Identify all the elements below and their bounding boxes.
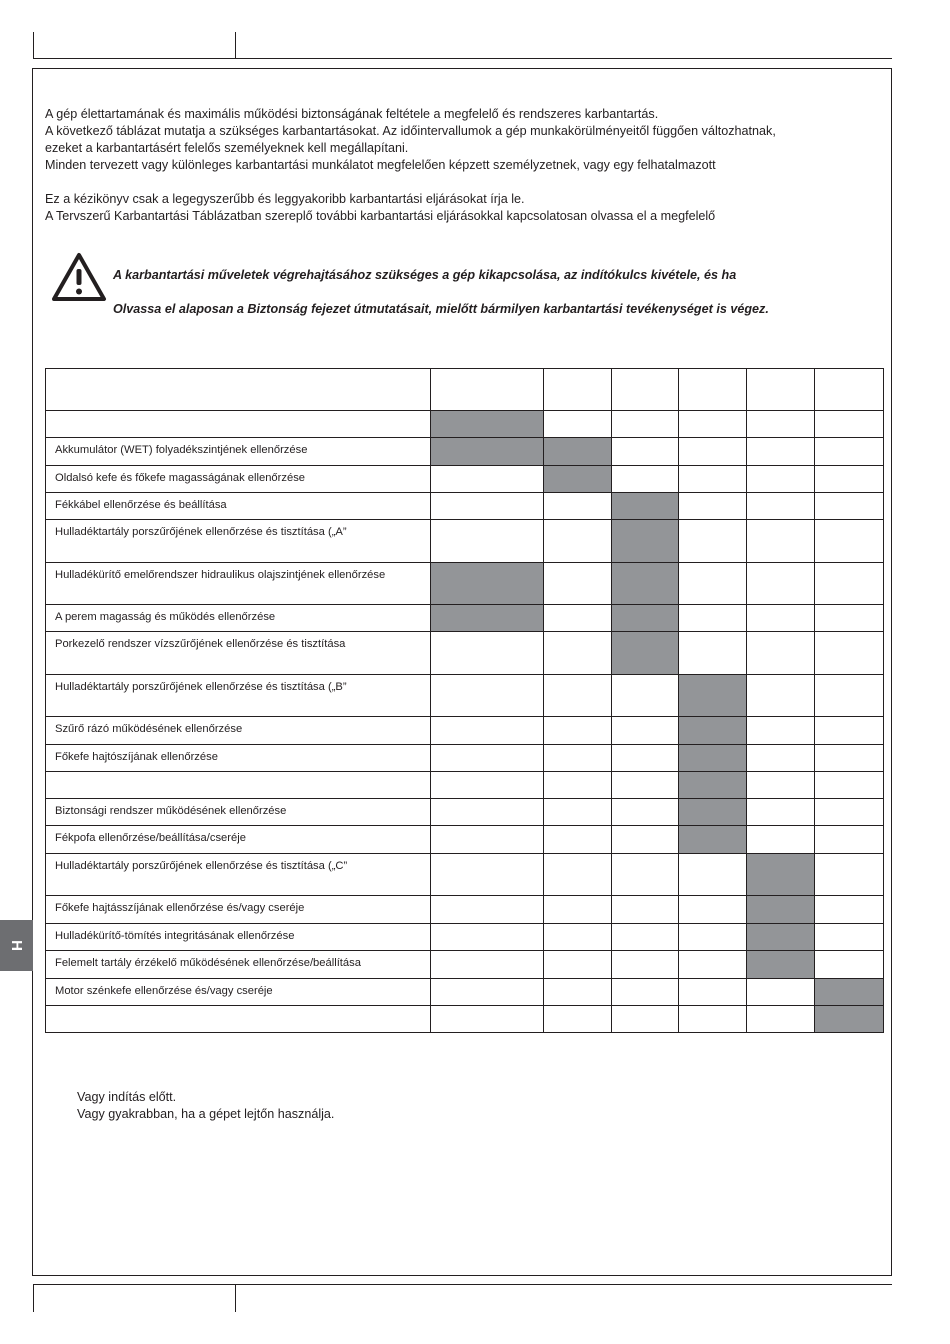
interval-cell <box>679 745 747 772</box>
task-label: Főkefe hajtószíjának ellenőrzése <box>46 745 431 772</box>
interval-cell <box>431 772 544 799</box>
interval-cell <box>612 605 679 632</box>
intro-line: Ez a kézikönyv csak a legegyszerűbb és leggyakoribb karbantartási eljárásokat írja le. <box>45 192 525 206</box>
task-label: Akkumulátor (WET) folyadékszintjének ellenőrzése <box>46 438 431 466</box>
task-label: A perem magasság és működés ellenőrzése <box>46 605 431 632</box>
table-row <box>46 466 884 493</box>
interval-cell <box>612 772 679 799</box>
task-label: Porkezelő rendszer vízszűrőjének ellenőrzése és tisztítása <box>46 632 431 675</box>
interval-cell <box>679 924 747 951</box>
interval-cell <box>544 466 612 493</box>
interval-cell <box>431 826 544 854</box>
interval-cell <box>747 717 815 745</box>
interval-cell <box>431 675 544 717</box>
task-label: Biztonsági rendszer működésének ellenőrzése <box>46 799 431 826</box>
interval-cell <box>679 563 747 605</box>
table-row <box>46 632 884 675</box>
interval-cell <box>679 1006 747 1033</box>
interval-cell <box>747 924 815 951</box>
interval-cell <box>747 520 815 563</box>
header-rule <box>33 58 892 59</box>
task-label <box>46 1006 431 1033</box>
interval-cell <box>544 745 612 772</box>
interval-cell <box>544 951 612 979</box>
interval-cell <box>815 605 884 632</box>
interval-cell <box>431 438 544 466</box>
intro-line: A gép élettartamának és maximális működési biztonságának feltétele a megfelelő és rendszeres karbantartás. <box>45 107 659 121</box>
language-side-tab <box>0 920 33 971</box>
interval-cell <box>612 1006 679 1033</box>
table-header-row <box>46 369 884 411</box>
interval-cell <box>815 951 884 979</box>
interval-cell <box>544 979 612 1006</box>
interval-cell <box>679 605 747 632</box>
interval-cell <box>612 466 679 493</box>
table-row <box>46 772 884 799</box>
table-row <box>46 411 884 438</box>
table-row <box>46 605 884 632</box>
interval-cell <box>679 772 747 799</box>
interval-cell <box>815 772 884 799</box>
interval-cell <box>815 745 884 772</box>
interval-cell <box>747 854 815 896</box>
warning-triangle-icon <box>51 252 107 302</box>
interval-cell <box>431 466 544 493</box>
interval-cell <box>815 675 884 717</box>
header-cell <box>679 369 747 411</box>
interval-cell <box>544 826 612 854</box>
interval-cell <box>747 493 815 520</box>
interval-cell <box>815 493 884 520</box>
interval-cell <box>815 632 884 675</box>
interval-cell <box>815 438 884 466</box>
interval-cell <box>747 563 815 605</box>
interval-cell <box>612 745 679 772</box>
task-label: Hulladékürítő emelőrendszer hidraulikus olajszintjének ellenőrzése <box>46 563 431 605</box>
interval-cell <box>431 799 544 826</box>
intro-line: ezeket a karbantartásért felelős személyeknek kell megállapítani. <box>45 141 409 155</box>
interval-cell <box>544 493 612 520</box>
interval-cell <box>612 675 679 717</box>
task-label <box>46 411 431 438</box>
interval-cell <box>747 411 815 438</box>
interval-cell <box>747 438 815 466</box>
table-row <box>46 1006 884 1033</box>
interval-cell <box>612 520 679 563</box>
interval-cell <box>431 605 544 632</box>
interval-cell <box>431 493 544 520</box>
task-label: Hulladéktartály porszűrőjének ellenőrzése és tisztítása („B” <box>46 675 431 717</box>
interval-cell <box>747 632 815 675</box>
interval-cell <box>544 799 612 826</box>
interval-cell <box>612 826 679 854</box>
table-row <box>46 438 884 466</box>
table-row <box>46 924 884 951</box>
interval-cell <box>544 854 612 896</box>
footer-rule <box>33 1284 892 1285</box>
interval-cell <box>815 979 884 1006</box>
table-row <box>46 717 884 745</box>
interval-cell <box>679 493 747 520</box>
interval-cell <box>431 924 544 951</box>
table-row <box>46 896 884 924</box>
warning-text-line-1: A karbantartási műveletek végrehajtásához szükséges a gép kikapcsolása, az indítókulcs kivétele, és ha <box>113 268 737 282</box>
intro-line: A Tervszerű Karbantartási Táblázatban szereplő további karbantartási eljárásokkal kapcsolatosan olvassa el a megfelelő <box>45 209 716 223</box>
interval-cell <box>679 854 747 896</box>
language-side-tab-label: H <box>8 940 25 951</box>
header-cell <box>612 369 679 411</box>
footnote: Vagy indítás előtt. <box>77 1090 177 1104</box>
table-row <box>46 854 884 896</box>
interval-cell <box>544 563 612 605</box>
intro-line: Minden tervezett vagy különleges karbantartási munkálatot megfelelően képzett személyzetnek, vagy egy felhatalmazott <box>45 158 716 172</box>
interval-cell <box>747 1006 815 1033</box>
interval-cell <box>544 1006 612 1033</box>
interval-cell <box>544 896 612 924</box>
interval-cell <box>815 717 884 745</box>
interval-cell <box>431 717 544 745</box>
interval-cell <box>612 951 679 979</box>
interval-cell <box>815 563 884 605</box>
interval-cell <box>747 826 815 854</box>
interval-cell <box>747 605 815 632</box>
interval-cell <box>815 896 884 924</box>
header-cell <box>46 369 431 411</box>
interval-cell <box>612 924 679 951</box>
table-row <box>46 493 884 520</box>
interval-cell <box>431 632 544 675</box>
interval-cell <box>544 675 612 717</box>
interval-cell <box>815 520 884 563</box>
task-label: Hulladékürítő-tömítés integritásának ellenőrzése <box>46 924 431 951</box>
table-row <box>46 520 884 563</box>
interval-cell <box>679 632 747 675</box>
interval-cell <box>431 520 544 563</box>
task-label: Hulladéktartály porszűrőjének ellenőrzése és tisztítása („A” <box>46 520 431 563</box>
warning-text-line-2: Olvassa el alaposan a Biztonság fejezet útmutatásait, mielőtt bármilyen karbantartási tevékenységet is végez. <box>113 302 769 316</box>
interval-cell <box>431 745 544 772</box>
table-row <box>46 826 884 854</box>
interval-cell <box>679 675 747 717</box>
table-row <box>46 799 884 826</box>
footer-divider-left <box>33 1284 34 1312</box>
intro-text <box>45 106 885 225</box>
interval-cell <box>747 896 815 924</box>
interval-cell <box>544 772 612 799</box>
interval-cell <box>612 979 679 1006</box>
interval-cell <box>612 717 679 745</box>
interval-cell <box>544 520 612 563</box>
interval-cell <box>815 1006 884 1033</box>
interval-cell <box>679 799 747 826</box>
interval-cell <box>815 826 884 854</box>
interval-cell <box>612 563 679 605</box>
interval-cell <box>612 438 679 466</box>
interval-cell <box>544 717 612 745</box>
header-cell <box>544 369 612 411</box>
interval-cell <box>815 411 884 438</box>
interval-cell <box>431 411 544 438</box>
interval-cell <box>747 772 815 799</box>
table-row <box>46 563 884 605</box>
table-row <box>46 675 884 717</box>
header-cell <box>747 369 815 411</box>
maintenance-schedule-table <box>45 368 884 1033</box>
interval-cell <box>544 438 612 466</box>
table-row <box>46 745 884 772</box>
interval-cell <box>544 605 612 632</box>
task-label <box>46 772 431 799</box>
task-label: Fékkábel ellenőrzése és beállítása <box>46 493 431 520</box>
interval-cell <box>544 632 612 675</box>
interval-cell <box>612 411 679 438</box>
interval-cell <box>679 466 747 493</box>
interval-cell <box>431 951 544 979</box>
interval-cell <box>679 896 747 924</box>
task-label: Motor szénkefe ellenőrzése és/vagy cseréje <box>46 979 431 1006</box>
intro-line: A következő táblázat mutatja a szükséges karbantartásokat. Az időintervallumok a gép munkakörülményeitől függően változhatnak, <box>45 124 776 138</box>
interval-cell <box>431 896 544 924</box>
interval-cell <box>815 466 884 493</box>
interval-cell <box>679 951 747 979</box>
task-label: Hulladéktartály porszűrőjének ellenőrzése és tisztítása („C” <box>46 854 431 896</box>
interval-cell <box>815 854 884 896</box>
table-row <box>46 979 884 1006</box>
table-row <box>46 951 884 979</box>
interval-cell <box>679 717 747 745</box>
interval-cell <box>431 854 544 896</box>
footer-divider-middle <box>235 1284 236 1312</box>
interval-cell <box>612 632 679 675</box>
interval-cell <box>679 826 747 854</box>
task-label: Felemelt tartály érzékelő működésének ellenőrzése/beállítása <box>46 951 431 979</box>
interval-cell <box>679 438 747 466</box>
interval-cell <box>612 896 679 924</box>
interval-cell <box>747 675 815 717</box>
task-label: Főkefe hajtásszíjának ellenőrzése és/vagy cseréje <box>46 896 431 924</box>
interval-cell <box>544 411 612 438</box>
interval-cell <box>679 411 747 438</box>
header-divider-left <box>33 32 34 59</box>
interval-cell <box>815 924 884 951</box>
interval-cell <box>431 1006 544 1033</box>
interval-cell <box>544 924 612 951</box>
interval-cell <box>612 799 679 826</box>
interval-cell <box>679 520 747 563</box>
header-cell <box>815 369 884 411</box>
interval-cell <box>612 854 679 896</box>
header-cell <box>431 369 544 411</box>
interval-cell <box>747 745 815 772</box>
task-label: Szűrő rázó működésének ellenőrzése <box>46 717 431 745</box>
interval-cell <box>747 799 815 826</box>
interval-cell <box>612 493 679 520</box>
interval-cell <box>747 466 815 493</box>
interval-cell <box>747 951 815 979</box>
interval-cell <box>815 799 884 826</box>
interval-cell <box>431 563 544 605</box>
task-label: Fékpofa ellenőrzése/beállítása/cseréje <box>46 826 431 854</box>
footnotes <box>77 1089 334 1123</box>
interval-cell <box>747 979 815 1006</box>
interval-cell <box>679 979 747 1006</box>
footnote: Vagy gyakrabban, ha a gépet lejtőn használja. <box>77 1107 335 1121</box>
interval-cell <box>431 979 544 1006</box>
task-label: Oldalsó kefe és főkefe magasságának ellenőrzése <box>46 466 431 493</box>
header-divider-middle <box>235 32 236 59</box>
